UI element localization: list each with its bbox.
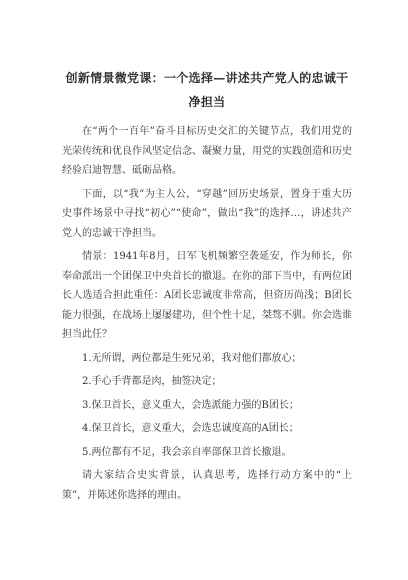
option-4: 4.保卫首长，意义重大，会选忠诚度高的A团长；: [82, 423, 299, 434]
paragraph-setup: 下面，以“我”为主人公，“穿越”回历史场景，置身于重大历史事件场景中寻找“初心”“使命”，做出“我”的选择…，讲述共产党人的忠诚干净担当。: [62, 188, 352, 239]
document-body: [62, 122, 352, 507]
paragraph-closing: 请大家结合史实背景，认真思考，选择行动方案中的“上策”，并陈述你选择的理由。: [62, 470, 352, 501]
option-1: 1.无所谓，两位都是生死兄弟，我对他们都放心；: [82, 352, 302, 364]
option-3: 3.保卫首长，意义重大，会选派能力强的B团长；: [82, 399, 299, 411]
paragraph-intro: 在“两个一百年”奋斗目标历史交汇的关键节点，我们用党的光荣传统和优良作风坚定信念、凝聚力量，用党的实践创造和历史经验启迪智慧、砥砺品格。: [62, 126, 352, 176]
paragraph-scenario: 情景：1941年8月，日军飞机频繁空袭延安，作为师长，你奉命派出一个团保卫中央首长的撤退。在你的部下当中，有两位团长人选适合担此重任：A团长忠诚度非常高，但资历尚浅；B团长能力很强，在战场上屡屡建功，但个性十足，桀骜不驯。你会选谁担当此任？: [62, 251, 352, 340]
option-5: 5.两位都有不足，我会亲自率部保卫首长撤退。: [82, 446, 292, 458]
option-2: 2.手心手背都是肉，抽签决定；: [82, 376, 222, 387]
document-title: 创新情景微党课：一个选择—讲述共产党人的忠诚干净担当: [65, 71, 349, 109]
